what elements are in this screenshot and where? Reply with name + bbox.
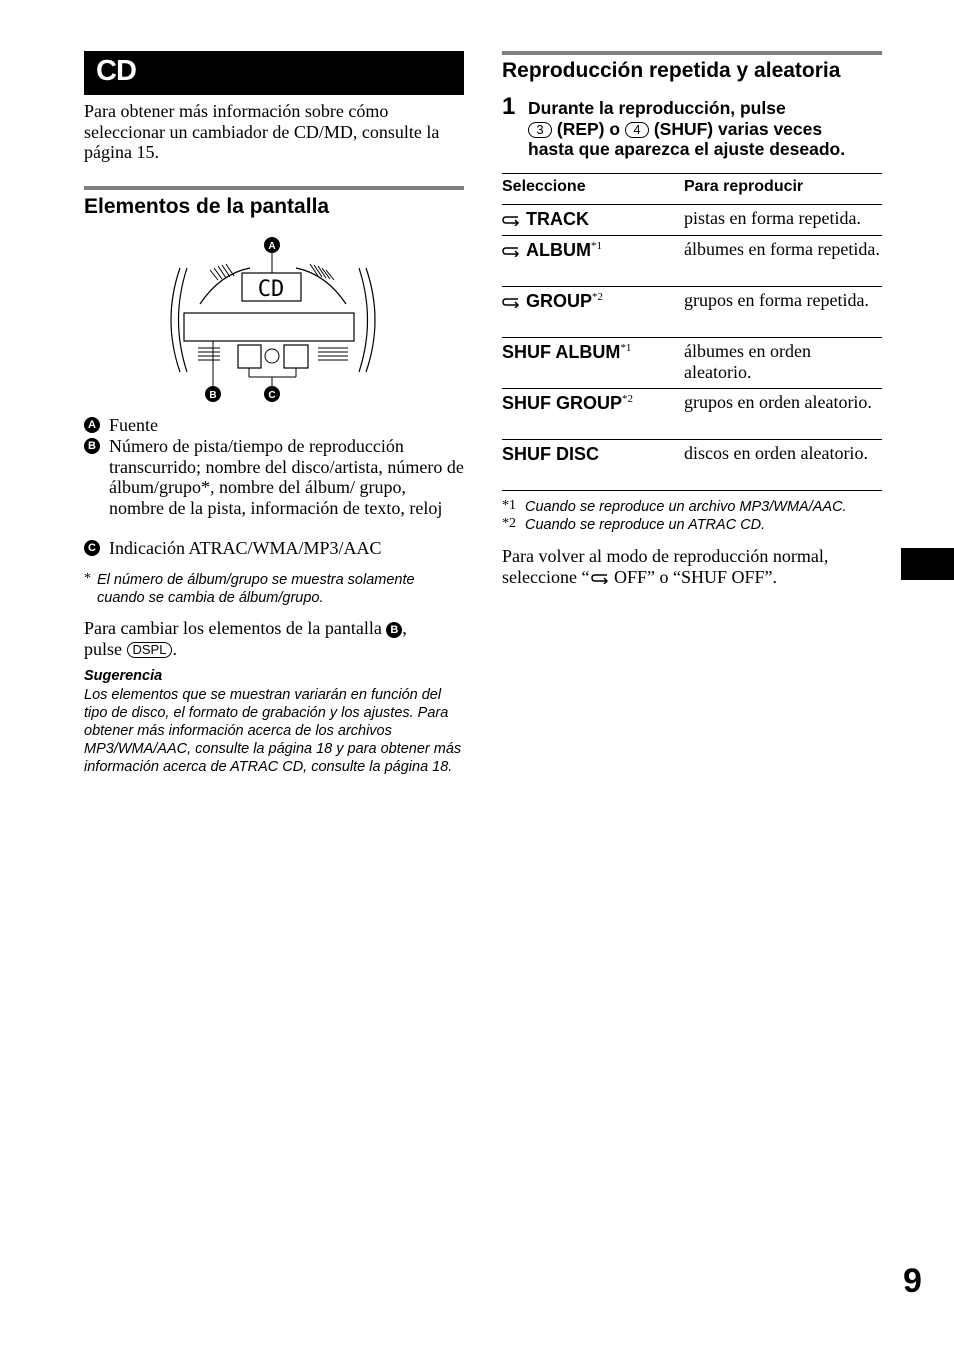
return-paragraph: [502, 546, 884, 587]
row-result: discos en orden aleatorio.: [684, 443, 868, 463]
repeat-icon: [591, 572, 609, 584]
step-text: (SHUF) varias veces: [653, 118, 823, 139]
row-select: GROUP$^{*2}$: [502, 291, 603, 312]
step-text: Durante la reproducción, pulse: [528, 98, 786, 118]
table-row: [502, 338, 882, 389]
row-result: grupos en forma repetida.: [684, 290, 869, 310]
svg-text:C: C: [268, 390, 276, 401]
section-heading-repeat: Reproducción repetida y aleatoria: [502, 59, 841, 82]
table-row: [502, 389, 882, 440]
tip-heading: Sugerencia: [84, 668, 163, 684]
change-text: Para cambiar los elementos de la pantalla: [84, 618, 382, 638]
play-mode-table: [502, 173, 882, 491]
marker-b-inline: B: [386, 622, 402, 638]
display-source-text: CD: [257, 277, 285, 302]
table-note: [502, 498, 882, 516]
repeat-icon: [502, 296, 520, 308]
svg-text:B: B: [209, 390, 217, 401]
row-select: SHUF ALBUM$^{*1}$: [502, 342, 632, 362]
change-display-paragraph: [84, 618, 466, 659]
dspl-key: DSPL: [127, 642, 173, 658]
callout-a: [264, 237, 280, 253]
step-text: hasta que aparezca el ajuste deseado.: [528, 139, 846, 159]
footnote-mark: *: [84, 571, 91, 586]
legend-text: Fuente: [109, 415, 158, 435]
side-tab-marker: [901, 548, 954, 580]
step-number: 1: [502, 93, 516, 120]
change-period: .: [172, 638, 177, 659]
section-heading-display: Elementos de la pantalla: [84, 195, 330, 218]
row-select: SHUF DISC: [502, 444, 600, 464]
marker-c: C: [84, 540, 100, 556]
row-select: TRACK: [502, 209, 589, 230]
repeat-icon: [502, 214, 520, 226]
return-text: OFF” o “SHUF OFF”.: [609, 566, 777, 587]
legend-text: Número de pista/tiempo de reproducción transcurrido; nombre del disco/artista, número de álbum/grupo*, nombre del álbum/ grupo, nombre de la pista, información de texto, reloj: [109, 436, 464, 518]
step-text: (REP) o: [556, 118, 621, 139]
table-row: [502, 287, 882, 338]
row-select: ALBUM$^{*1}$: [502, 240, 602, 261]
disc-icon: [265, 349, 279, 363]
table-row: [502, 236, 882, 287]
key-3: 3: [528, 122, 552, 138]
chapter-title: CD: [96, 55, 136, 87]
note-text: Cuando se reproduce un archivo MP3/WMA/AAC.: [525, 499, 847, 515]
page-number: 9: [903, 1262, 922, 1300]
change-comma: ,: [402, 618, 407, 638]
callout-c: [264, 386, 280, 402]
table-row: [502, 440, 882, 491]
row-result: pistas en forma repetida.: [684, 208, 861, 228]
chapter-title-bar: [84, 51, 464, 95]
return-text: Para volver al modo de reproducción normal, seleccione “: [502, 546, 829, 587]
table-row: [502, 205, 882, 236]
row-result: álbumes en forma repetida.: [684, 239, 880, 259]
svg-text:A: A: [268, 241, 276, 252]
note-mark: *2: [502, 516, 516, 531]
tip-text: Los elementos que se muestran variarán en función del tipo de disco, el formato de grabación y los ajustes. Para obtener más información acerca de los archivos MP3/WMA/AAC, consulte la página 18 y para obtener más información acerca de ATRAC CD, consulte la página 18.: [84, 687, 462, 775]
row-result: grupos en orden aleatorio.: [684, 392, 872, 412]
marker-a: A: [84, 417, 100, 433]
header-select: Seleccione: [502, 178, 586, 195]
display-diagram: [160, 234, 386, 406]
marker-b: B: [84, 438, 100, 454]
legend-text: Indicación ATRAC/WMA/MP3/AAC: [109, 538, 382, 558]
callout-b: [205, 386, 221, 402]
footnote-text: El número de álbum/grupo se muestra solamente cuando se cambia de álbum/grupo.: [97, 572, 415, 606]
table-header: [502, 173, 882, 205]
table-note: [502, 516, 882, 534]
row-result: álbumes en orden aleatorio.: [684, 341, 811, 382]
key-4: 4: [625, 122, 649, 138]
section-rule: [84, 186, 464, 190]
note-mark: *1: [502, 498, 516, 513]
change-pulse: pulse: [84, 638, 122, 659]
intro-paragraph: Para obtener más información sobre cómo seleccionar un cambiador de CD/MD, consulte la página 15.: [84, 101, 440, 162]
note-text: Cuando se reproduce un ATRAC CD.: [525, 517, 766, 533]
repeat-icon: [502, 245, 520, 257]
step-instruction: [528, 98, 888, 160]
section-rule-right: [502, 51, 882, 55]
row-select: SHUF GROUP$^{*2}$: [502, 393, 634, 413]
header-result: Para reproducir: [684, 178, 804, 195]
table-notes: [502, 498, 882, 534]
